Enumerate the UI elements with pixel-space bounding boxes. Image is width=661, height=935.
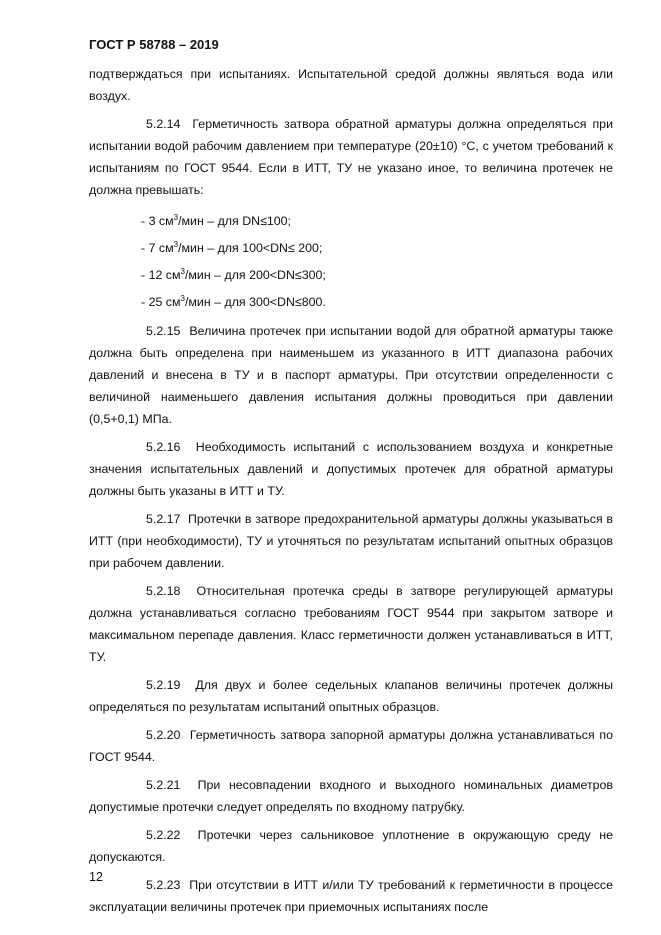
clause-number: 5.2.17 (146, 511, 181, 526)
list-item: - 7 $см^3$/мин – для 100<DN≤ 200; (141, 240, 323, 256)
clause-text: Для двух и более седельных клапанов величины протечек должны определяться по результатам испытаний опытных образцов. (89, 677, 613, 714)
clause-text: Необходимость испытаний с использованием воздуха и конкретные значения испытательных давлений и допустимых протечек для обратной арматуры должны быть указаны в ИТТ и ТУ. (89, 439, 613, 498)
clause-5-2-15 (89, 320, 613, 430)
clause-5-2-14 (89, 113, 613, 201)
clause-number: 5.2.21 (146, 777, 181, 792)
clause-text: Величина протечек при испытании водой для обратной арматуры также должна быть определена при наименьшем из указанного в ИТТ диапазона рабочих давлений и внесена в ТУ и в паспорт арматуры. При отсутствии определенности с величиной наименьшего давления испытания должны проводиться при давлении (0,5+0,1) МПа. (89, 323, 613, 426)
clause-5-2-20 (89, 724, 613, 768)
clause-5-2-21 (89, 774, 613, 818)
document-header: ГОСТ Р 58788 – 2019 (89, 37, 219, 52)
list-item: - 25 $см^3$/мин – для 300<DN≤800. (141, 294, 326, 310)
clause-number: 5.2.20 (146, 727, 181, 742)
clause-5-2-18 (89, 580, 613, 668)
document-body (89, 63, 613, 924)
clause-5-2-19 (89, 674, 613, 718)
clause-text: Протечки через сальниковое уплотнение в окружающую среду не допускаются. (89, 827, 613, 864)
clause-text: Герметичность затвора запорной арматуры должна устанавливаться по ГОСТ 9544. (89, 727, 614, 764)
page-number: 12 (89, 870, 103, 884)
clause-number: 5.2.19 (146, 677, 181, 692)
clause-number: 5.2.23 (146, 877, 181, 892)
clause-number: 5.2.15 (146, 323, 181, 338)
clause-5-2-22 (89, 824, 613, 868)
clause-number: 5.2.16 (146, 439, 181, 454)
clause-number: 5.2.18 (146, 583, 181, 598)
clause-number: 5.2.14 (146, 117, 181, 131)
clause-text: При отсутствии в ИТТ и/или ТУ требований к герметичности в процессе эксплуатации величины протечек при приемочных испытаниях после (89, 877, 613, 914)
list-item: - 3 $см^3$/мин – для DN≤100; (141, 213, 292, 229)
clause-5-2-23 (89, 874, 613, 918)
clause-text: Протечки в затворе предохранительной арматуры должны указываться в ИТТ (при необходимости), ТУ и уточняться по результатам испытаний опытных образцов при рабочем давлении. (89, 511, 613, 570)
paragraph-continuation: подтверждаться при испытаниях. Испытательной средой должны являться вода или воздух. (89, 67, 613, 103)
clause-text: Относительная протечка среды в затворе регулирующей арматуры должна устанавливаться согласно требованиям ГОСТ 9544 при закрытом затворе и максимальном перепаде давления. Класс герметичности должен устанавливаться в ИТТ, ТУ. (89, 583, 613, 664)
clause-5-2-16 (89, 436, 613, 502)
clause-number: 5.2.22 (146, 827, 181, 842)
list-item: - 12 $см^3$/мин – для 200<DN≤300; (141, 267, 326, 283)
clause-text: При несовпадении входного и выходного номинальных диаметров допустимые протечки следует определять по входному патрубку. (89, 777, 614, 814)
clause-5-2-17 (89, 508, 613, 574)
clause-text: Герметичность затвора обратной арматуры должна определяться при испытании водой рабочим давлением при температуре (20±10) °С, с учетом требований к испытаниям по ГОСТ 9544. Если в ИТТ, ТУ не указано иное, то величина протечек не должна превышать: (89, 117, 613, 197)
